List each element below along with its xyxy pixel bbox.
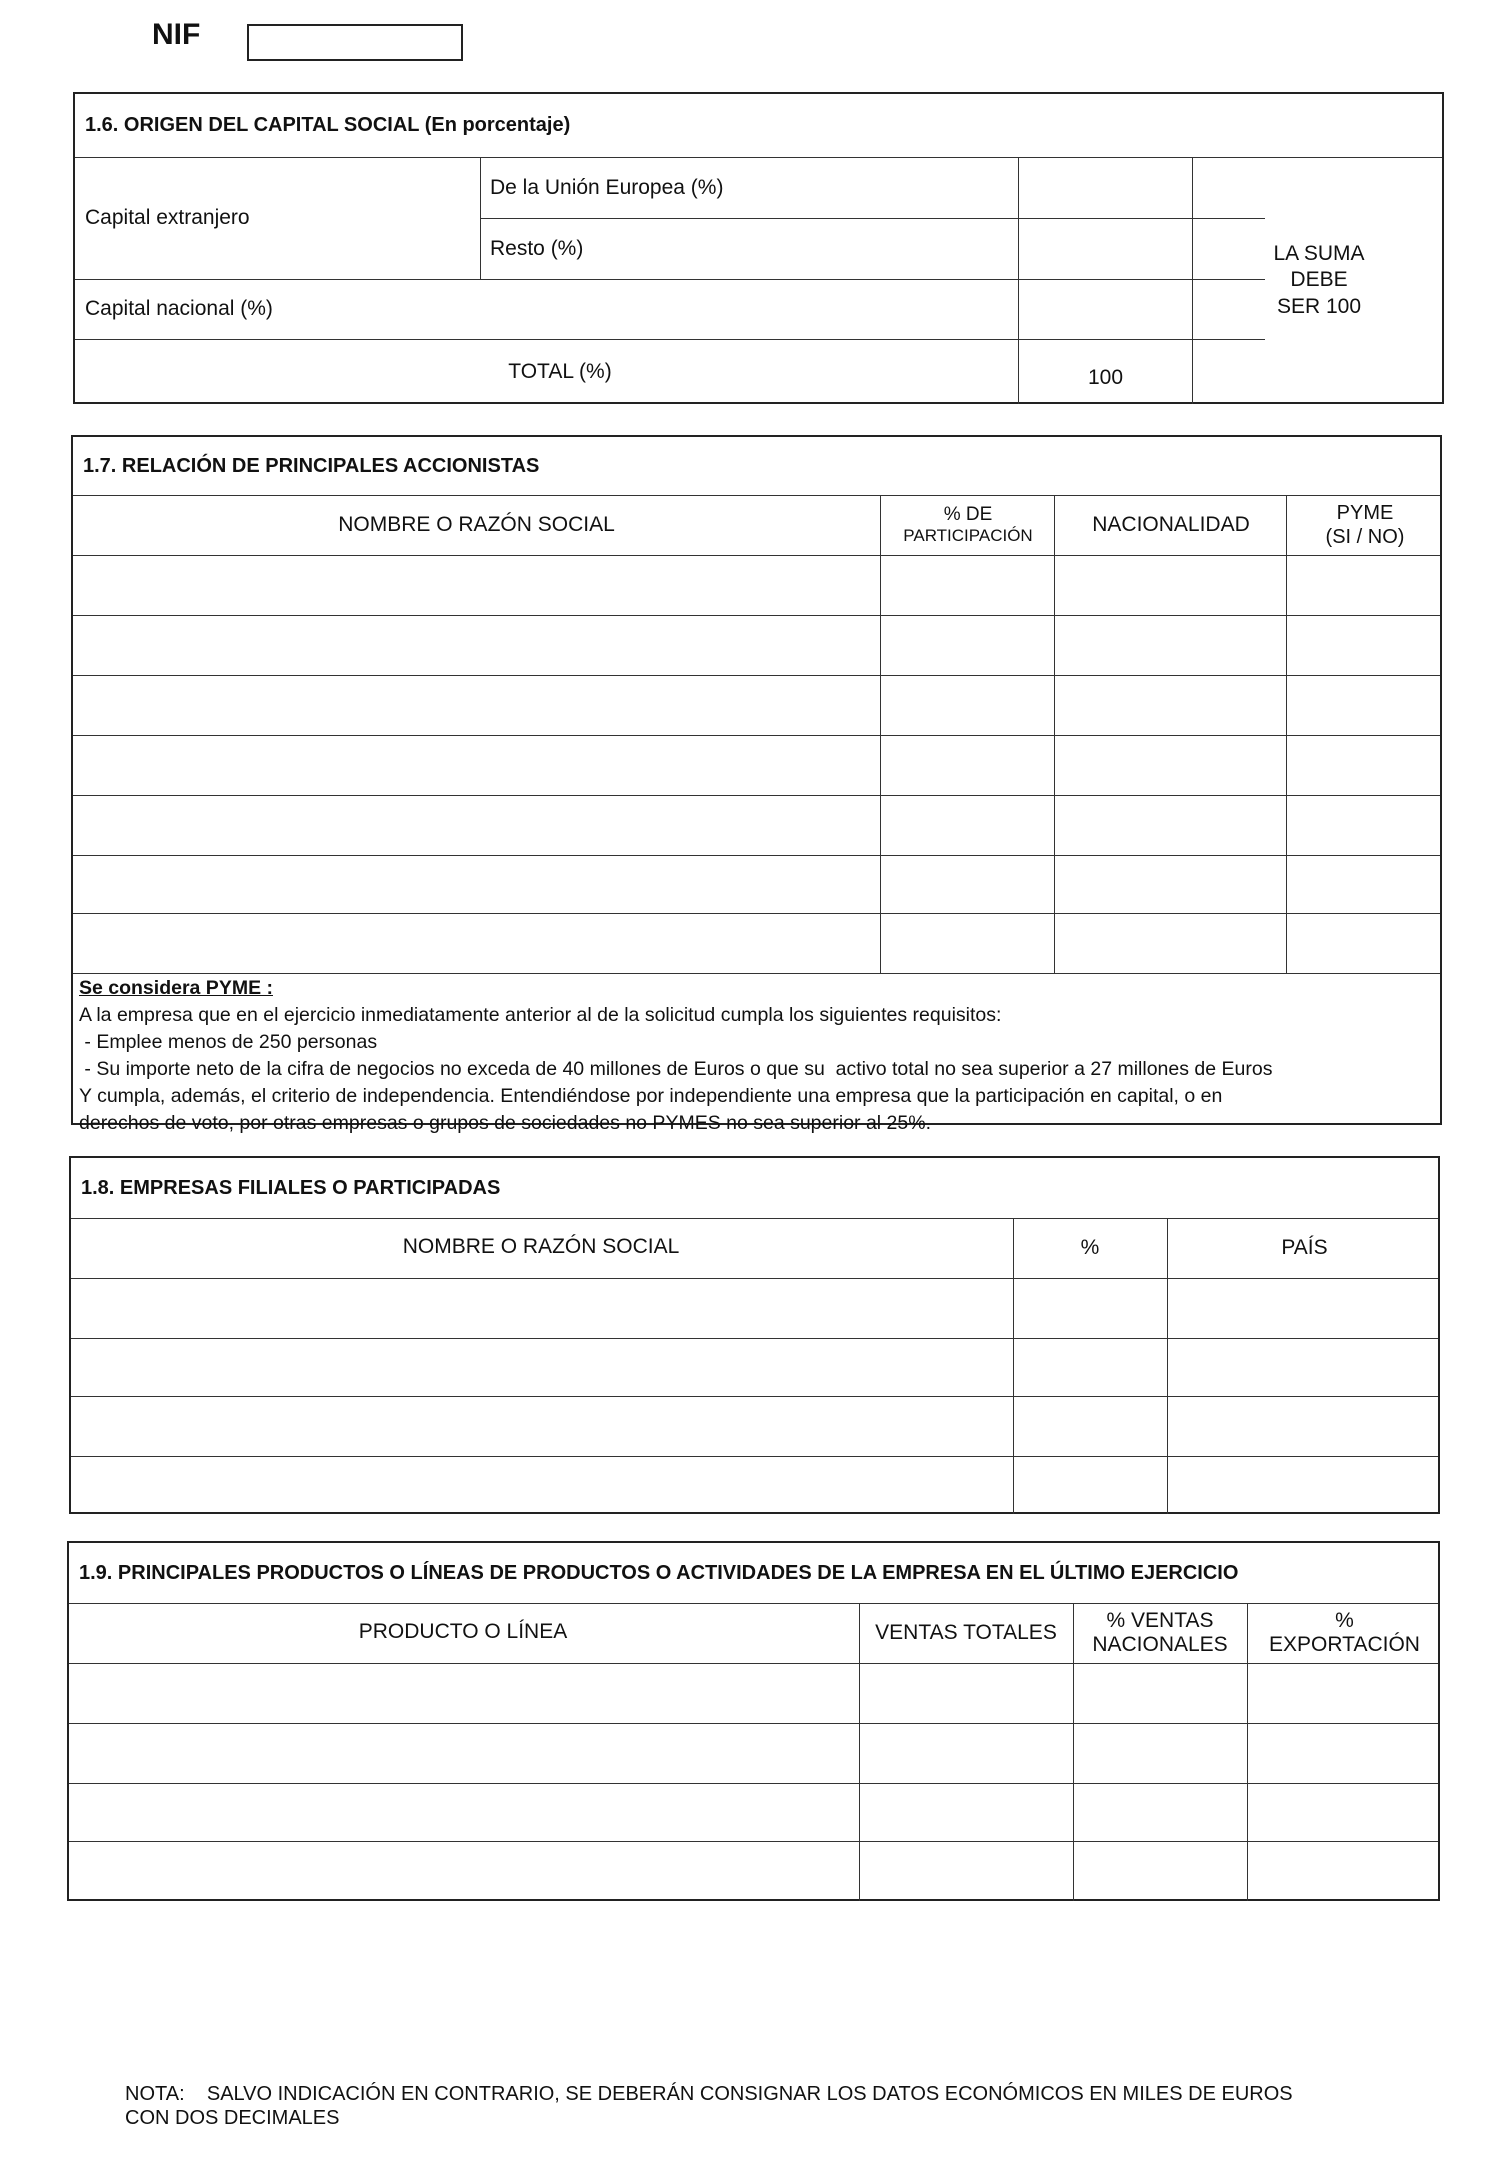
ue-label: De la Unión Europea (%) (490, 175, 724, 199)
col-pais: PAÍS (1281, 1236, 1328, 1260)
col-producto: PRODUCTO O LÍNEA (358, 1620, 568, 1644)
table-row[interactable] (69, 1785, 1438, 1839)
section-1-9-title: 1.9. PRINCIPALES PRODUCTOS O LÍNEAS DE PRODUCTOS O ACTIVIDADES DE LA EMPRESA EN EL ÚLTIMO EJERCICIO (79, 1561, 1239, 1584)
total-label: TOTAL (%) (508, 359, 612, 383)
section-1-7-title: 1.7. RELACIÓN DE PRINCIPALES ACCIONISTAS (83, 454, 540, 477)
pyme-note (79, 975, 1436, 1137)
col-exportacion (1249, 1603, 1440, 1663)
sum-note-line2: DEBE (1290, 268, 1348, 292)
col-nacionalidad: NACIONALIDAD (1092, 513, 1250, 537)
table-row[interactable] (73, 557, 1440, 613)
pyme-note-title: Se considera PYME : (79, 977, 273, 999)
ue-input[interactable] (1020, 159, 1191, 217)
table-row[interactable] (71, 1458, 1438, 1512)
nif-input[interactable] (247, 24, 463, 61)
col-ventas-nacionales (1075, 1603, 1245, 1663)
table-row[interactable] (71, 1398, 1438, 1454)
nif-label: NIF (152, 18, 201, 51)
col-nombre: NOMBRE O RAZÓN SOCIAL (402, 1235, 680, 1259)
pyme-note-line: Y cumpla, además, el criterio de independencia. Entendiéndose por independiente una empresa que la participación en capital, o en (79, 1085, 1223, 1107)
col-porcentaje: % (1080, 1236, 1100, 1260)
pyme-note-line: derechos de voto, por otras empresas o grupos de sociedades no PYMES no sea superior al 25%. (79, 1112, 931, 1134)
sum-note-line3: SER 100 (1276, 294, 1362, 318)
col-pyme-line1: PYME (1336, 502, 1394, 524)
table-row[interactable] (73, 797, 1440, 853)
footer-note-line1: NOTA: SALVO INDICACIÓN EN CONTRARIO, SE DEBERÁN CONSIGNAR LOS DATOS ECONÓMICOS EN MILES DE EUROS (125, 2083, 1293, 2105)
footer-note-line2: CON DOS DECIMALES (125, 2107, 340, 2129)
col-ventas-nacionales-line1: % VENTAS (1106, 1608, 1214, 1632)
col-ventas-nacionales-line2: NACIONALES (1092, 1633, 1228, 1656)
table-row[interactable] (69, 1665, 1438, 1721)
col-ventas-totales: VENTAS TOTALES (875, 1621, 1057, 1645)
capital-extranjero-label: Capital extranjero (85, 206, 250, 230)
section-1-8 (69, 1156, 1440, 1514)
col-pyme (1288, 495, 1442, 555)
table-row[interactable] (73, 617, 1440, 673)
col-participacion (882, 495, 1054, 555)
section-1-9 (67, 1541, 1440, 1901)
table-row[interactable] (73, 737, 1440, 793)
table-row[interactable] (73, 915, 1440, 971)
section-1-6-title: 1.6. ORIGEN DEL CAPITAL SOCIAL (En porcentaje) (85, 114, 571, 136)
section-1-7 (71, 435, 1442, 1134)
sum-note-line1: LA SUMA (1273, 242, 1365, 266)
nacional-input[interactable] (1020, 281, 1191, 338)
table-row[interactable] (71, 1280, 1438, 1336)
footer-note (125, 2082, 1455, 2130)
pyme-note-line: A la empresa que en el ejercicio inmediatamente anterior al de la solicitud cumpla los siguientes requisitos: (79, 1004, 1002, 1026)
resto-label: Resto (%) (490, 236, 584, 260)
pyme-note-line: - Emplee menos de 250 personas (79, 1031, 378, 1053)
col-participacion-line1: % DE (943, 504, 993, 526)
resto-input[interactable] (1020, 220, 1191, 278)
col-exportacion-line2: EXPORTACIÓN (1269, 1633, 1420, 1656)
sum-note (1194, 157, 1444, 404)
col-exportacion-line1: % (1335, 1608, 1354, 1632)
col-pyme-line2: (SI / NO) (1325, 526, 1405, 548)
section-1-6 (73, 92, 1444, 404)
col-nombre: NOMBRE O RAZÓN SOCIAL (338, 513, 615, 537)
table-row[interactable] (73, 677, 1440, 733)
table-row[interactable] (71, 1340, 1438, 1394)
table-row[interactable] (73, 857, 1440, 911)
section-1-8-title: 1.8. EMPRESAS FILIALES O PARTICIPADAS (81, 1176, 501, 1199)
pyme-note-line: - Su importe neto de la cifra de negocios no exceda de 40 millones de Euros o que su activo total no sea superior a 27 millones de Euros (79, 1058, 1273, 1080)
table-row[interactable] (69, 1725, 1438, 1781)
table-row[interactable] (69, 1843, 1438, 1899)
total-value: 100 (1087, 366, 1124, 390)
col-participacion-line2: PARTICIPACIÓN (903, 526, 1033, 546)
capital-nacional-label: Capital nacional (%) (85, 297, 273, 321)
